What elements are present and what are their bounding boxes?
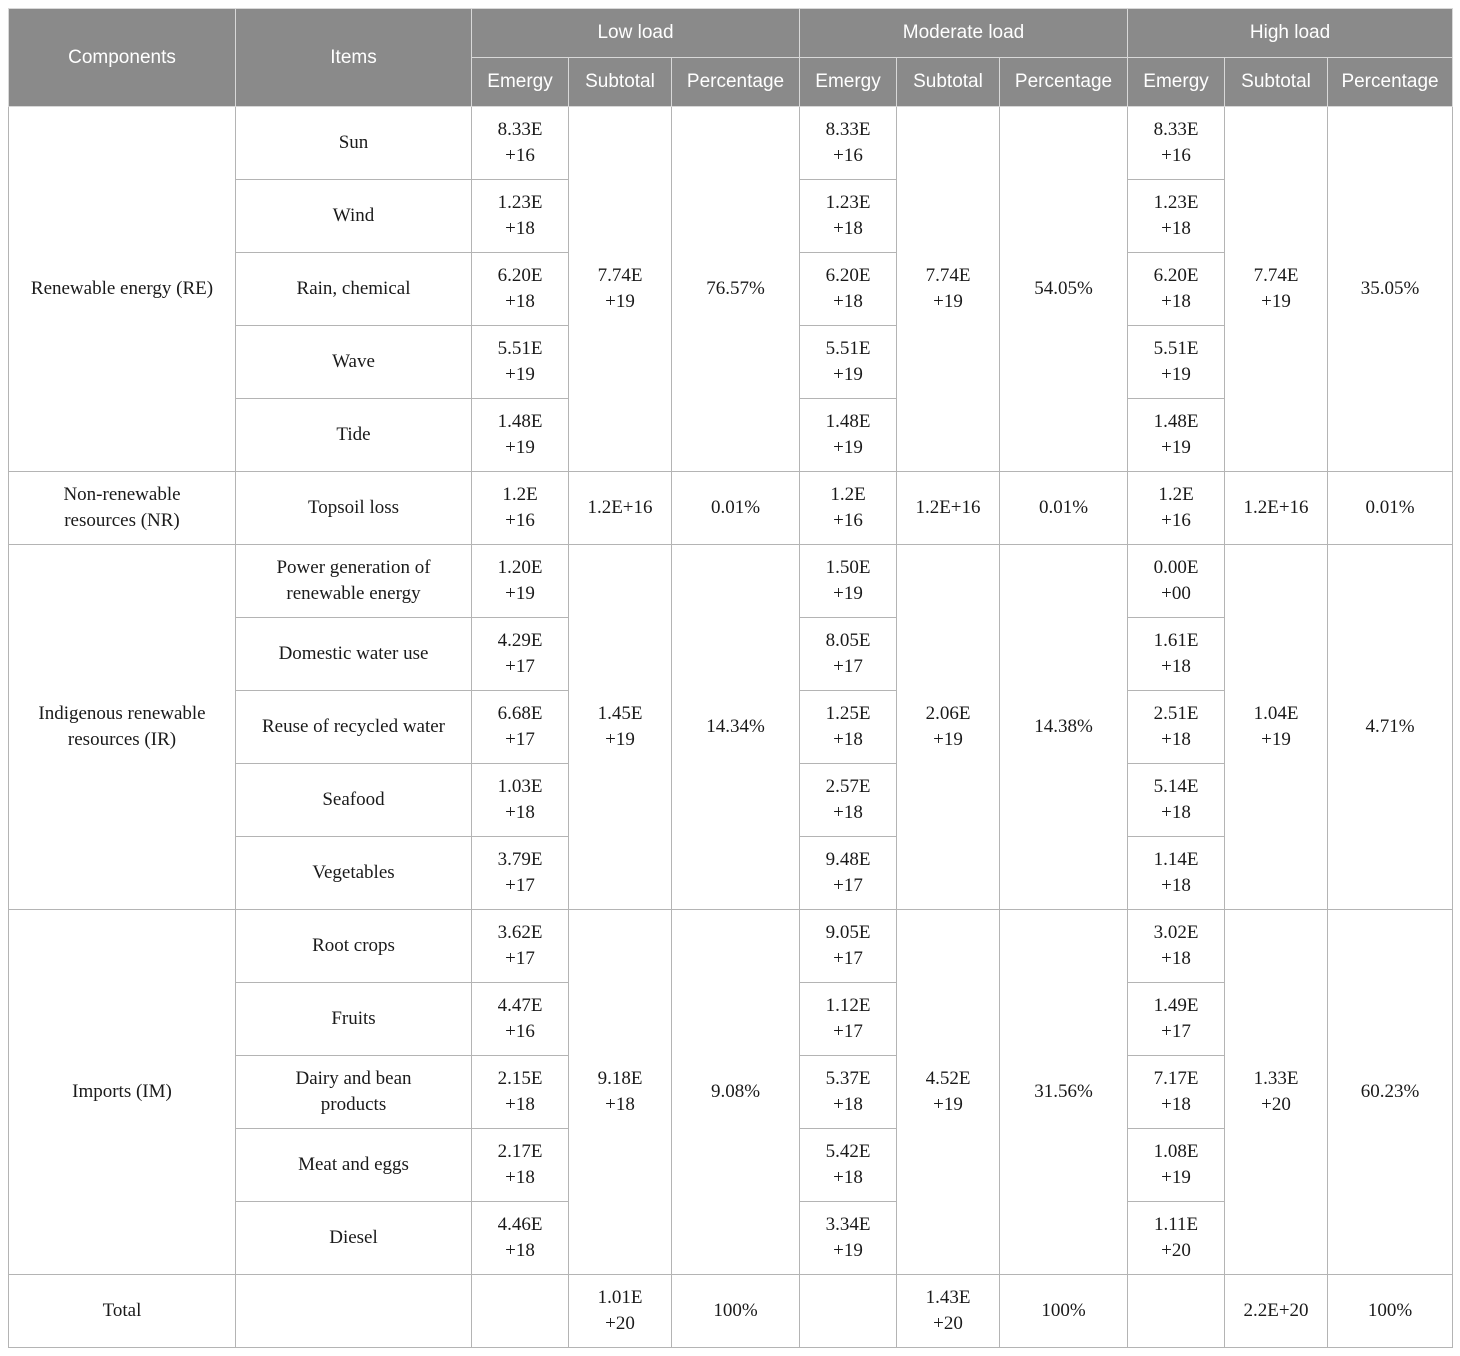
high-percentage-cell: 0.01% bbox=[1328, 472, 1453, 545]
header-moderate-load: Moderate load bbox=[800, 9, 1128, 58]
table-row bbox=[9, 107, 1453, 180]
total-high-percentage: 100% bbox=[1328, 1275, 1453, 1348]
total-low-subtotal: 1.01E +20 bbox=[569, 1275, 672, 1348]
total-high-subtotal: 2.2E+20 bbox=[1225, 1275, 1328, 1348]
mod-subtotal-cell: 7.74E +19 bbox=[897, 107, 1000, 472]
mod-emergy-cell: 6.20E +18 bbox=[800, 253, 897, 326]
high-emergy-cell: 1.2E +16 bbox=[1128, 472, 1225, 545]
mod-percentage-cell: 54.05% bbox=[1000, 107, 1128, 472]
low-emergy-cell: 1.03E +18 bbox=[472, 764, 569, 837]
low-percentage-cell: 0.01% bbox=[672, 472, 800, 545]
high-emergy-cell: 5.14E +18 bbox=[1128, 764, 1225, 837]
item-cell: Power generation of renewable energy bbox=[236, 545, 472, 618]
low-emergy-cell: 4.46E +18 bbox=[472, 1202, 569, 1275]
high-subtotal-cell: 7.74E +19 bbox=[1225, 107, 1328, 472]
header-low-load: Low load bbox=[472, 9, 800, 58]
empty-cell bbox=[800, 1275, 897, 1348]
component-cell: Imports (IM) bbox=[9, 910, 236, 1275]
item-cell: Tide bbox=[236, 399, 472, 472]
total-label: Total bbox=[9, 1275, 236, 1348]
low-emergy-cell: 2.15E +18 bbox=[472, 1056, 569, 1129]
low-emergy-cell: 2.17E +18 bbox=[472, 1129, 569, 1202]
header-low-percentage: Percentage bbox=[672, 58, 800, 107]
header-mod-emergy: Emergy bbox=[800, 58, 897, 107]
table-row bbox=[9, 910, 1453, 983]
mod-emergy-cell: 5.51E +19 bbox=[800, 326, 897, 399]
high-subtotal-cell: 1.04E +19 bbox=[1225, 545, 1328, 910]
empty-cell bbox=[1128, 1275, 1225, 1348]
mod-emergy-cell: 3.34E +19 bbox=[800, 1202, 897, 1275]
mod-emergy-cell: 5.42E +18 bbox=[800, 1129, 897, 1202]
high-emergy-cell: 1.61E +18 bbox=[1128, 618, 1225, 691]
low-emergy-cell: 4.47E +16 bbox=[472, 983, 569, 1056]
table-body bbox=[9, 107, 1453, 1348]
empty-cell bbox=[472, 1275, 569, 1348]
component-cell: Indigenous renewable resources (IR) bbox=[9, 545, 236, 910]
item-cell: Dairy and bean products bbox=[236, 1056, 472, 1129]
low-emergy-cell: 1.48E +19 bbox=[472, 399, 569, 472]
header-high-load: High load bbox=[1128, 9, 1453, 58]
table-row bbox=[9, 472, 1453, 545]
low-emergy-cell: 3.79E +17 bbox=[472, 837, 569, 910]
low-subtotal-cell: 7.74E +19 bbox=[569, 107, 672, 472]
item-cell: Wave bbox=[236, 326, 472, 399]
mod-emergy-cell: 8.05E +17 bbox=[800, 618, 897, 691]
mod-emergy-cell: 1.48E +19 bbox=[800, 399, 897, 472]
mod-percentage-cell: 31.56% bbox=[1000, 910, 1128, 1275]
header-low-emergy: Emergy bbox=[472, 58, 569, 107]
high-emergy-cell: 3.02E +18 bbox=[1128, 910, 1225, 983]
low-percentage-cell: 76.57% bbox=[672, 107, 800, 472]
low-emergy-cell: 3.62E +17 bbox=[472, 910, 569, 983]
mod-emergy-cell: 2.57E +18 bbox=[800, 764, 897, 837]
high-emergy-cell: 1.08E +19 bbox=[1128, 1129, 1225, 1202]
item-cell: Seafood bbox=[236, 764, 472, 837]
high-percentage-cell: 4.71% bbox=[1328, 545, 1453, 910]
header-low-subtotal: Subtotal bbox=[569, 58, 672, 107]
header-items: Items bbox=[236, 9, 472, 107]
item-cell: Rain, chemical bbox=[236, 253, 472, 326]
mod-emergy-cell: 1.23E +18 bbox=[800, 180, 897, 253]
low-emergy-cell: 1.23E +18 bbox=[472, 180, 569, 253]
low-emergy-cell: 1.2E +16 bbox=[472, 472, 569, 545]
item-cell: Topsoil loss bbox=[236, 472, 472, 545]
item-cell: Fruits bbox=[236, 983, 472, 1056]
high-subtotal-cell: 1.2E+16 bbox=[1225, 472, 1328, 545]
high-emergy-cell: 0.00E +00 bbox=[1128, 545, 1225, 618]
low-percentage-cell: 9.08% bbox=[672, 910, 800, 1275]
item-cell: Diesel bbox=[236, 1202, 472, 1275]
mod-emergy-cell: 1.12E +17 bbox=[800, 983, 897, 1056]
emergy-table bbox=[8, 8, 1453, 1348]
high-emergy-cell: 1.14E +18 bbox=[1128, 837, 1225, 910]
header-high-percentage: Percentage bbox=[1328, 58, 1453, 107]
high-percentage-cell: 60.23% bbox=[1328, 910, 1453, 1275]
table-row bbox=[9, 545, 1453, 618]
item-cell: Root crops bbox=[236, 910, 472, 983]
mod-subtotal-cell: 2.06E +19 bbox=[897, 545, 1000, 910]
high-subtotal-cell: 1.33E +20 bbox=[1225, 910, 1328, 1275]
low-subtotal-cell: 1.2E+16 bbox=[569, 472, 672, 545]
header-high-subtotal: Subtotal bbox=[1225, 58, 1328, 107]
low-subtotal-cell: 9.18E +18 bbox=[569, 910, 672, 1275]
low-emergy-cell: 6.20E +18 bbox=[472, 253, 569, 326]
mod-percentage-cell: 0.01% bbox=[1000, 472, 1128, 545]
low-emergy-cell: 1.20E +19 bbox=[472, 545, 569, 618]
low-emergy-cell: 4.29E +17 bbox=[472, 618, 569, 691]
mod-subtotal-cell: 4.52E +19 bbox=[897, 910, 1000, 1275]
high-emergy-cell: 1.48E +19 bbox=[1128, 399, 1225, 472]
item-cell: Sun bbox=[236, 107, 472, 180]
header-mod-percentage: Percentage bbox=[1000, 58, 1128, 107]
mod-emergy-cell: 1.25E +18 bbox=[800, 691, 897, 764]
low-emergy-cell: 6.68E +17 bbox=[472, 691, 569, 764]
mod-emergy-cell: 9.48E +17 bbox=[800, 837, 897, 910]
low-subtotal-cell: 1.45E +19 bbox=[569, 545, 672, 910]
high-emergy-cell: 1.23E +18 bbox=[1128, 180, 1225, 253]
item-cell: Wind bbox=[236, 180, 472, 253]
table-header bbox=[9, 9, 1453, 107]
total-row bbox=[9, 1275, 1453, 1348]
mod-subtotal-cell: 1.2E+16 bbox=[897, 472, 1000, 545]
mod-emergy-cell: 1.2E +16 bbox=[800, 472, 897, 545]
item-cell: Domestic water use bbox=[236, 618, 472, 691]
mod-emergy-cell: 1.50E +19 bbox=[800, 545, 897, 618]
high-emergy-cell: 1.49E +17 bbox=[1128, 983, 1225, 1056]
header-components: Components bbox=[9, 9, 236, 107]
header-high-emergy: Emergy bbox=[1128, 58, 1225, 107]
low-emergy-cell: 5.51E +19 bbox=[472, 326, 569, 399]
empty-cell bbox=[236, 1275, 472, 1348]
total-mod-subtotal: 1.43E +20 bbox=[897, 1275, 1000, 1348]
high-emergy-cell: 6.20E +18 bbox=[1128, 253, 1225, 326]
component-cell: Renewable energy (RE) bbox=[9, 107, 236, 472]
high-emergy-cell: 5.51E +19 bbox=[1128, 326, 1225, 399]
low-percentage-cell: 14.34% bbox=[672, 545, 800, 910]
high-emergy-cell: 7.17E +18 bbox=[1128, 1056, 1225, 1129]
item-cell: Reuse of recycled water bbox=[236, 691, 472, 764]
mod-emergy-cell: 8.33E +16 bbox=[800, 107, 897, 180]
total-mod-percentage: 100% bbox=[1000, 1275, 1128, 1348]
high-percentage-cell: 35.05% bbox=[1328, 107, 1453, 472]
component-cell: Non-renewable resources (NR) bbox=[9, 472, 236, 545]
mod-percentage-cell: 14.38% bbox=[1000, 545, 1128, 910]
high-emergy-cell: 1.11E +20 bbox=[1128, 1202, 1225, 1275]
total-low-percentage: 100% bbox=[672, 1275, 800, 1348]
mod-emergy-cell: 5.37E +18 bbox=[800, 1056, 897, 1129]
high-emergy-cell: 2.51E +18 bbox=[1128, 691, 1225, 764]
header-mod-subtotal: Subtotal bbox=[897, 58, 1000, 107]
item-cell: Vegetables bbox=[236, 837, 472, 910]
mod-emergy-cell: 9.05E +17 bbox=[800, 910, 897, 983]
item-cell: Meat and eggs bbox=[236, 1129, 472, 1202]
high-emergy-cell: 8.33E +16 bbox=[1128, 107, 1225, 180]
low-emergy-cell: 8.33E +16 bbox=[472, 107, 569, 180]
